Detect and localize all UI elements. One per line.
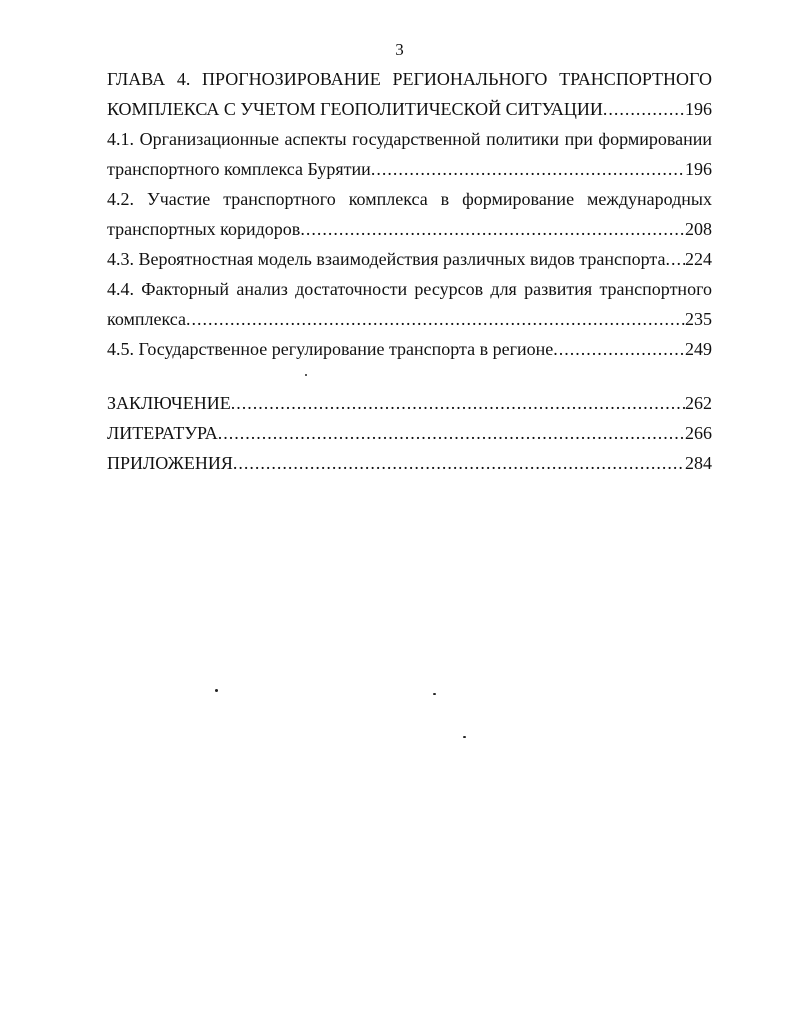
- dot-leader: [553, 334, 685, 364]
- chapter-title-line-1: ГЛАВА 4. ПРОГНОЗИРОВАНИЕ РЕГИОНАЛЬНОГО ТРАНСПОРТНОГО: [107, 69, 712, 89]
- toc-entry-4-2-line-1: 4.2. Участие транспортного комплекса в формирование международных: [107, 189, 712, 209]
- toc-entry-page: 208: [685, 219, 712, 239]
- toc-entry-text: комплекса: [107, 309, 186, 329]
- scan-speck: [463, 736, 466, 738]
- toc-entry-text: транспортного комплекса Бурятии: [107, 159, 371, 179]
- scan-speck: [215, 689, 218, 692]
- toc-entry-page: 235: [685, 309, 712, 329]
- dot-leader: [218, 418, 685, 448]
- toc-entry-text: транспортных коридоров: [107, 219, 301, 239]
- toc-entry-text: 4.3. Вероятностная модель взаимодействия различных видов транспорта: [107, 249, 666, 269]
- toc-entry-page: 196: [685, 159, 712, 179]
- dot-leader: [231, 388, 685, 418]
- toc-entry-page: 266: [685, 423, 712, 443]
- toc-entry-text: ЗАКЛЮЧЕНИЕ: [107, 393, 231, 413]
- dot-leader: [665, 244, 685, 274]
- toc-entry-4-1-line-1: 4.1. Организационные аспекты государственной политики при формировании: [107, 129, 712, 149]
- toc-entry-page: 284: [685, 453, 712, 473]
- toc-entry-conclusion: [107, 388, 712, 418]
- toc-entry-4-4-line-1: 4.4. Факторный анализ достаточности ресурсов для развития транспортного: [107, 279, 712, 299]
- toc-entry-4-1-line-2: [107, 154, 712, 184]
- dot-leader: [233, 448, 685, 478]
- toc-entry-appendices: [107, 448, 712, 478]
- page-number: 3: [395, 40, 404, 59]
- scan-speck: [305, 374, 307, 376]
- toc-entry-text: 4.5. Государственное регулирование транспорта в регионе: [107, 339, 554, 359]
- chapter-title-line-2: [107, 94, 712, 124]
- dot-leader: [186, 304, 685, 334]
- dot-leader: [371, 154, 685, 184]
- toc-entry-page: 249: [685, 339, 712, 359]
- toc-entry-4-2-line-2: [107, 214, 712, 244]
- scan-speck: [433, 693, 436, 695]
- toc-entry-4-4-line-2: [107, 304, 712, 334]
- section-spacer: [107, 364, 712, 388]
- toc-entry-literature: [107, 418, 712, 448]
- toc-entry-text: ПРИЛОЖЕНИЯ: [107, 453, 233, 473]
- dot-leader: [603, 94, 685, 124]
- table-of-contents: [107, 64, 712, 478]
- dot-leader: [300, 214, 685, 244]
- toc-entry-text: ЛИТЕРАТУРА: [107, 423, 218, 443]
- toc-entry-4-3: [107, 244, 712, 274]
- toc-entry-page: 262: [685, 393, 712, 413]
- toc-entry-page: 224: [685, 249, 712, 269]
- chapter-page-number: 196: [685, 99, 712, 119]
- toc-entry-4-5: [107, 334, 712, 364]
- chapter-title-text: КОМПЛЕКСА С УЧЕТОМ ГЕОПОЛИТИЧЕСКОЙ СИТУАЦИИ: [107, 99, 603, 119]
